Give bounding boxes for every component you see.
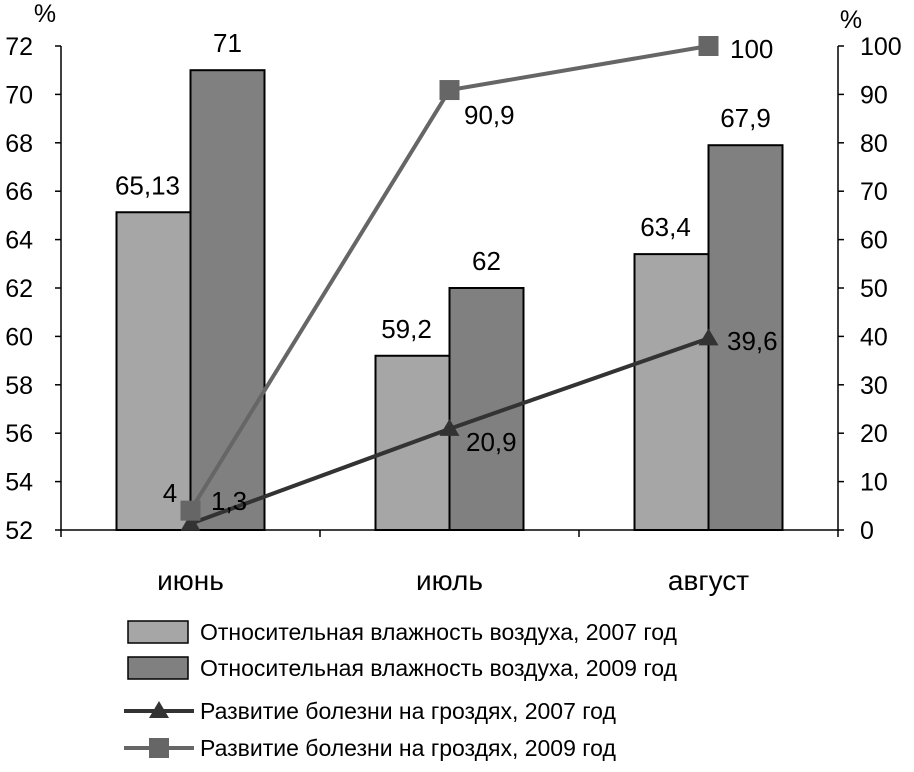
legend: [124, 619, 677, 761]
left-axis-unit: %: [33, 0, 57, 28]
right-tick-label: 90: [860, 81, 888, 110]
bar-data-label: 59,2: [381, 313, 432, 344]
line-data-label: 100: [730, 34, 774, 64]
left-tick-label: 58: [5, 371, 33, 400]
right-tick-label: 30: [860, 371, 888, 400]
square-marker: [181, 501, 201, 521]
left-tick-label: 60: [5, 323, 33, 352]
right-tick-label: 70: [860, 178, 888, 207]
line-data-label: 90,9: [464, 100, 515, 130]
line-data-label: 1,3: [211, 486, 248, 516]
bar: [191, 70, 265, 530]
right-tick-label: 20: [860, 420, 888, 449]
left-tick-label: 54: [5, 468, 33, 497]
right-tick-label: 40: [860, 323, 888, 352]
bar: [635, 254, 709, 530]
left-tick-label: 56: [5, 420, 33, 449]
category-label: июнь: [157, 565, 224, 596]
square-marker: [440, 80, 460, 100]
left-tick-label: 64: [5, 226, 33, 255]
bar-data-label: 71: [213, 28, 242, 59]
legend-label: Относительная влажность воздуха, 2007 год: [200, 619, 677, 645]
left-tick-label: 52: [5, 517, 33, 545]
legend-swatch: [128, 657, 188, 679]
left-tick-label: 68: [5, 129, 33, 158]
bars: [114, 70, 783, 530]
right-tick-label: 80: [860, 129, 888, 158]
legend-swatch: [128, 621, 188, 643]
right-tick-label: 100: [860, 33, 902, 61]
legend-label: Развитие болезни на гроздях, 2009 год: [200, 735, 616, 761]
left-tick-label: 70: [5, 81, 33, 110]
right-axis-unit: %: [839, 6, 863, 34]
category-label: август: [667, 565, 750, 596]
bar-data-label: 62: [472, 246, 501, 276]
legend-label: Относительная влажность воздуха, 2009 год: [200, 655, 677, 681]
category-label: июль: [416, 565, 483, 596]
square-marker: [699, 36, 719, 56]
right-tick-label: 50: [860, 275, 888, 303]
legend-label: Развитие болезни на гроздях, 2007 год: [200, 698, 616, 724]
line-data-label: 39,6: [727, 326, 778, 356]
bar-data-label: 67,9: [720, 103, 771, 134]
bar: [117, 212, 191, 530]
right-tick-label: 0: [860, 517, 874, 545]
left-tick-label: 62: [5, 275, 33, 303]
right-tick-label: 60: [860, 226, 888, 255]
left-tick-label: 72: [5, 33, 33, 61]
left-tick-label: 66: [5, 178, 33, 207]
line-data-label: 4: [162, 478, 178, 508]
bar-data-label: 65,13: [114, 170, 181, 201]
line-data-label: 20,9: [466, 427, 517, 457]
right-tick-label: 10: [860, 468, 888, 497]
bar: [450, 288, 524, 530]
legend-square-marker: [149, 738, 169, 758]
bar-data-label: 63,4: [640, 212, 691, 243]
